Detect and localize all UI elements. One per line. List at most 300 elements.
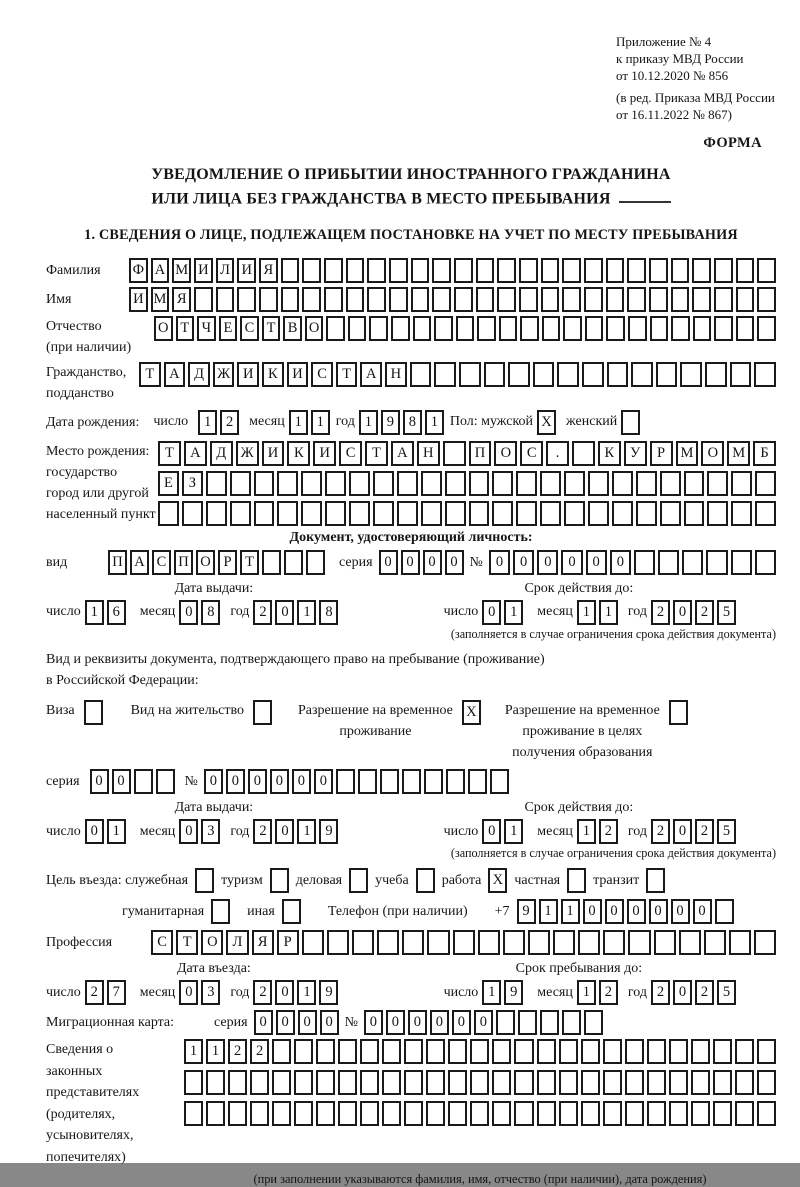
cell[interactable] bbox=[301, 471, 322, 496]
cell[interactable] bbox=[520, 316, 539, 341]
cell[interactable] bbox=[684, 501, 705, 526]
cell[interactable]: X bbox=[488, 868, 507, 893]
cell[interactable] bbox=[634, 550, 655, 575]
cell[interactable]: 0 bbox=[605, 899, 624, 924]
cell[interactable] bbox=[250, 1101, 269, 1126]
cell[interactable]: 0 bbox=[423, 550, 442, 575]
cell[interactable] bbox=[516, 471, 537, 496]
cell[interactable]: А bbox=[391, 441, 414, 466]
cell[interactable]: 0 bbox=[85, 819, 104, 844]
cell[interactable]: К bbox=[598, 441, 621, 466]
cell[interactable] bbox=[669, 700, 688, 725]
cell[interactable]: Ф bbox=[129, 258, 148, 283]
cell[interactable] bbox=[603, 930, 625, 955]
cell[interactable]: Б bbox=[753, 441, 776, 466]
cell[interactable] bbox=[380, 769, 399, 794]
cell[interactable] bbox=[557, 362, 579, 387]
cell[interactable]: 1 bbox=[599, 600, 618, 625]
cell[interactable] bbox=[713, 1101, 732, 1126]
cell[interactable]: 0 bbox=[561, 550, 582, 575]
cell[interactable]: С bbox=[240, 316, 259, 341]
cell[interactable] bbox=[349, 868, 368, 893]
cell[interactable] bbox=[581, 1101, 600, 1126]
cell[interactable]: 1 bbox=[577, 980, 596, 1005]
cell[interactable] bbox=[656, 362, 678, 387]
cell[interactable] bbox=[755, 550, 776, 575]
cell[interactable] bbox=[562, 287, 581, 312]
cell[interactable]: 0 bbox=[314, 769, 333, 794]
cell[interactable]: О bbox=[196, 550, 215, 575]
cell[interactable]: 3 bbox=[201, 819, 220, 844]
cell[interactable] bbox=[316, 1070, 335, 1095]
cell[interactable] bbox=[468, 769, 487, 794]
cell[interactable]: Т bbox=[158, 441, 181, 466]
cell[interactable] bbox=[671, 258, 690, 283]
cell[interactable] bbox=[693, 316, 712, 341]
cell[interactable] bbox=[206, 1070, 225, 1095]
cell[interactable]: У bbox=[624, 441, 647, 466]
cell[interactable] bbox=[316, 1039, 335, 1064]
cell[interactable]: 0 bbox=[474, 1010, 493, 1035]
cell[interactable]: 1 bbox=[289, 410, 308, 435]
cell[interactable] bbox=[713, 1039, 732, 1064]
cell[interactable] bbox=[497, 258, 516, 283]
cell[interactable]: 0 bbox=[90, 769, 109, 794]
cell[interactable] bbox=[607, 362, 629, 387]
cell[interactable] bbox=[754, 362, 776, 387]
cell[interactable] bbox=[349, 471, 370, 496]
cell[interactable] bbox=[704, 930, 726, 955]
cell[interactable] bbox=[206, 1101, 225, 1126]
cell[interactable] bbox=[628, 316, 647, 341]
cell[interactable] bbox=[426, 1039, 445, 1064]
cell[interactable]: 0 bbox=[445, 550, 464, 575]
cell[interactable] bbox=[731, 501, 752, 526]
cell[interactable] bbox=[389, 258, 408, 283]
cell[interactable] bbox=[272, 1101, 291, 1126]
cell[interactable] bbox=[707, 471, 728, 496]
cell[interactable] bbox=[424, 769, 443, 794]
cell[interactable] bbox=[470, 1070, 489, 1095]
cell[interactable]: 0 bbox=[673, 819, 692, 844]
cell[interactable] bbox=[706, 550, 727, 575]
cell[interactable] bbox=[262, 550, 281, 575]
cell[interactable] bbox=[367, 287, 386, 312]
cell[interactable] bbox=[514, 1070, 533, 1095]
cell[interactable] bbox=[469, 501, 490, 526]
cell[interactable]: И bbox=[287, 362, 309, 387]
cell[interactable] bbox=[581, 1039, 600, 1064]
cell[interactable] bbox=[301, 501, 322, 526]
cell[interactable] bbox=[448, 1070, 467, 1095]
cell[interactable]: 0 bbox=[386, 1010, 405, 1035]
cell[interactable] bbox=[559, 1101, 578, 1126]
cell[interactable] bbox=[426, 1101, 445, 1126]
cell[interactable] bbox=[757, 1101, 776, 1126]
cell[interactable] bbox=[537, 1101, 556, 1126]
cell[interactable]: 2 bbox=[220, 410, 239, 435]
cell[interactable] bbox=[691, 1039, 710, 1064]
cell[interactable] bbox=[757, 1039, 776, 1064]
cell[interactable]: 1 bbox=[198, 410, 217, 435]
cell[interactable]: 2 bbox=[599, 819, 618, 844]
cell[interactable]: 0 bbox=[320, 1010, 339, 1035]
cell[interactable] bbox=[427, 930, 449, 955]
cell[interactable]: К bbox=[262, 362, 284, 387]
cell[interactable] bbox=[272, 1039, 291, 1064]
cell[interactable]: 2 bbox=[651, 819, 670, 844]
cell[interactable]: 0 bbox=[693, 899, 712, 924]
cell[interactable] bbox=[228, 1101, 247, 1126]
cell[interactable]: Е bbox=[219, 316, 238, 341]
cell[interactable] bbox=[195, 868, 214, 893]
cell[interactable] bbox=[499, 316, 518, 341]
cell[interactable]: 0 bbox=[430, 1010, 449, 1035]
cell[interactable]: М bbox=[727, 441, 750, 466]
cell[interactable] bbox=[158, 501, 179, 526]
cell[interactable] bbox=[735, 1101, 754, 1126]
cell[interactable] bbox=[402, 769, 421, 794]
cell[interactable] bbox=[434, 362, 456, 387]
cell[interactable] bbox=[459, 362, 481, 387]
cell[interactable]: П bbox=[469, 441, 492, 466]
cell[interactable] bbox=[421, 501, 442, 526]
cell[interactable] bbox=[519, 258, 538, 283]
cell[interactable]: 0 bbox=[586, 550, 607, 575]
cell[interactable] bbox=[603, 1101, 622, 1126]
cell[interactable] bbox=[647, 1070, 666, 1095]
cell[interactable] bbox=[730, 362, 752, 387]
cell[interactable]: 2 bbox=[695, 980, 714, 1005]
cell[interactable] bbox=[134, 769, 153, 794]
cell[interactable]: Ж bbox=[236, 441, 259, 466]
cell[interactable] bbox=[325, 471, 346, 496]
cell[interactable] bbox=[478, 930, 500, 955]
cell[interactable]: И bbox=[237, 362, 259, 387]
cell[interactable] bbox=[514, 1039, 533, 1064]
cell[interactable] bbox=[411, 287, 430, 312]
cell[interactable] bbox=[206, 501, 227, 526]
cell[interactable] bbox=[277, 501, 298, 526]
cell[interactable] bbox=[492, 1070, 511, 1095]
cell[interactable] bbox=[470, 1039, 489, 1064]
cell[interactable]: И bbox=[313, 441, 336, 466]
cell[interactable] bbox=[757, 1070, 776, 1095]
cell[interactable] bbox=[650, 316, 669, 341]
cell[interactable] bbox=[324, 258, 343, 283]
cell[interactable]: С bbox=[151, 930, 173, 955]
cell[interactable]: С bbox=[339, 441, 362, 466]
cell[interactable] bbox=[230, 471, 251, 496]
cell[interactable]: 1 bbox=[577, 600, 596, 625]
cell[interactable] bbox=[578, 930, 600, 955]
cell[interactable] bbox=[416, 868, 435, 893]
cell[interactable]: 0 bbox=[112, 769, 131, 794]
cell[interactable] bbox=[754, 930, 776, 955]
cell[interactable]: М bbox=[676, 441, 699, 466]
cell[interactable] bbox=[281, 258, 300, 283]
cell[interactable] bbox=[735, 1070, 754, 1095]
cell[interactable] bbox=[237, 287, 256, 312]
cell[interactable]: 1 bbox=[425, 410, 444, 435]
cell[interactable]: 9 bbox=[319, 819, 338, 844]
cell[interactable]: 3 bbox=[201, 980, 220, 1005]
cell[interactable] bbox=[636, 471, 657, 496]
cell[interactable] bbox=[627, 287, 646, 312]
cell[interactable]: Ж bbox=[213, 362, 235, 387]
cell[interactable] bbox=[584, 287, 603, 312]
cell[interactable]: 1 bbox=[184, 1039, 203, 1064]
cell[interactable] bbox=[492, 501, 513, 526]
cell[interactable] bbox=[729, 930, 751, 955]
cell[interactable] bbox=[660, 471, 681, 496]
cell[interactable] bbox=[476, 287, 495, 312]
cell[interactable]: 1 bbox=[561, 899, 580, 924]
cell[interactable] bbox=[410, 362, 432, 387]
cell[interactable] bbox=[518, 1010, 537, 1035]
cell[interactable] bbox=[707, 501, 728, 526]
cell[interactable]: О bbox=[494, 441, 517, 466]
cell[interactable] bbox=[628, 930, 650, 955]
cell[interactable] bbox=[492, 471, 513, 496]
cell[interactable] bbox=[519, 287, 538, 312]
cell[interactable] bbox=[327, 930, 349, 955]
cell[interactable] bbox=[211, 899, 230, 924]
cell[interactable]: 2 bbox=[695, 819, 714, 844]
cell[interactable] bbox=[516, 501, 537, 526]
cell[interactable]: 6 bbox=[107, 600, 126, 625]
cell[interactable]: П bbox=[108, 550, 127, 575]
cell[interactable] bbox=[542, 316, 561, 341]
cell[interactable] bbox=[654, 930, 676, 955]
cell[interactable]: 0 bbox=[489, 550, 510, 575]
cell[interactable] bbox=[492, 1039, 511, 1064]
cell[interactable] bbox=[533, 362, 555, 387]
cell[interactable] bbox=[349, 501, 370, 526]
cell[interactable] bbox=[454, 258, 473, 283]
cell[interactable]: 0 bbox=[452, 1010, 471, 1035]
cell[interactable] bbox=[184, 1101, 203, 1126]
cell[interactable] bbox=[757, 287, 776, 312]
cell[interactable]: И bbox=[262, 441, 285, 466]
cell[interactable] bbox=[540, 471, 561, 496]
cell[interactable] bbox=[302, 258, 321, 283]
cell[interactable]: 8 bbox=[201, 600, 220, 625]
cell[interactable]: Р bbox=[277, 930, 299, 955]
cell[interactable]: 9 bbox=[381, 410, 400, 435]
cell[interactable] bbox=[325, 501, 346, 526]
cell[interactable]: 0 bbox=[627, 899, 646, 924]
cell[interactable] bbox=[679, 930, 701, 955]
cell[interactable]: 0 bbox=[270, 769, 289, 794]
cell[interactable]: И bbox=[237, 258, 256, 283]
cell[interactable] bbox=[270, 868, 289, 893]
cell[interactable]: 0 bbox=[179, 600, 198, 625]
cell[interactable]: Т bbox=[336, 362, 358, 387]
cell[interactable]: 2 bbox=[253, 819, 272, 844]
cell[interactable] bbox=[713, 1070, 732, 1095]
cell[interactable] bbox=[669, 1070, 688, 1095]
cell[interactable] bbox=[404, 1070, 423, 1095]
cell[interactable]: 0 bbox=[248, 769, 267, 794]
cell[interactable]: 0 bbox=[673, 600, 692, 625]
cell[interactable]: 1 bbox=[577, 819, 596, 844]
cell[interactable]: И bbox=[194, 258, 213, 283]
cell[interactable] bbox=[284, 550, 303, 575]
cell[interactable] bbox=[564, 471, 585, 496]
cell[interactable]: 1 bbox=[482, 980, 501, 1005]
cell[interactable] bbox=[382, 1070, 401, 1095]
cell[interactable] bbox=[294, 1101, 313, 1126]
cell[interactable] bbox=[360, 1039, 379, 1064]
cell[interactable] bbox=[282, 899, 301, 924]
cell[interactable] bbox=[360, 1101, 379, 1126]
cell[interactable] bbox=[156, 769, 175, 794]
cell[interactable] bbox=[373, 471, 394, 496]
cell[interactable] bbox=[346, 258, 365, 283]
cell[interactable]: 1 bbox=[311, 410, 330, 435]
cell[interactable] bbox=[705, 362, 727, 387]
cell[interactable] bbox=[391, 316, 410, 341]
cell[interactable] bbox=[456, 316, 475, 341]
cell[interactable] bbox=[567, 868, 586, 893]
cell[interactable] bbox=[397, 471, 418, 496]
cell[interactable]: 2 bbox=[695, 600, 714, 625]
cell[interactable] bbox=[84, 700, 103, 725]
cell[interactable] bbox=[715, 899, 734, 924]
cell[interactable]: А bbox=[151, 258, 170, 283]
cell[interactable]: 0 bbox=[275, 819, 294, 844]
cell[interactable] bbox=[528, 930, 550, 955]
cell[interactable] bbox=[537, 1070, 556, 1095]
cell[interactable]: 0 bbox=[671, 899, 690, 924]
cell[interactable] bbox=[230, 501, 251, 526]
cell[interactable] bbox=[182, 501, 203, 526]
cell[interactable] bbox=[369, 316, 388, 341]
cell[interactable] bbox=[714, 258, 733, 283]
cell[interactable]: Л bbox=[226, 930, 248, 955]
cell[interactable]: Р bbox=[650, 441, 673, 466]
cell[interactable] bbox=[194, 287, 213, 312]
cell[interactable] bbox=[453, 930, 475, 955]
cell[interactable]: 0 bbox=[649, 899, 668, 924]
cell[interactable]: 0 bbox=[583, 899, 602, 924]
cell[interactable] bbox=[421, 471, 442, 496]
cell[interactable]: Р bbox=[218, 550, 237, 575]
cell[interactable] bbox=[443, 441, 466, 466]
cell[interactable] bbox=[352, 930, 374, 955]
cell[interactable] bbox=[647, 1101, 666, 1126]
cell[interactable]: 9 bbox=[319, 980, 338, 1005]
cell[interactable] bbox=[646, 868, 665, 893]
cell[interactable]: 0 bbox=[513, 550, 534, 575]
cell[interactable] bbox=[411, 258, 430, 283]
cell[interactable] bbox=[338, 1101, 357, 1126]
cell[interactable] bbox=[658, 550, 679, 575]
cell[interactable]: 0 bbox=[179, 819, 198, 844]
cell[interactable] bbox=[277, 471, 298, 496]
cell[interactable]: 1 bbox=[206, 1039, 225, 1064]
cell[interactable]: 0 bbox=[275, 980, 294, 1005]
cell[interactable] bbox=[541, 258, 560, 283]
cell[interactable]: Т bbox=[139, 362, 161, 387]
cell[interactable] bbox=[582, 362, 604, 387]
cell[interactable] bbox=[692, 287, 711, 312]
cell[interactable]: 0 bbox=[537, 550, 558, 575]
cell[interactable]: З bbox=[182, 471, 203, 496]
cell[interactable]: 9 bbox=[517, 899, 536, 924]
cell[interactable] bbox=[432, 287, 451, 312]
cell[interactable] bbox=[397, 501, 418, 526]
cell[interactable]: 0 bbox=[364, 1010, 383, 1035]
cell[interactable]: Т bbox=[176, 316, 195, 341]
cell[interactable] bbox=[497, 287, 516, 312]
cell[interactable] bbox=[669, 1101, 688, 1126]
cell[interactable] bbox=[326, 316, 345, 341]
cell[interactable]: 0 bbox=[482, 819, 501, 844]
cell[interactable] bbox=[625, 1039, 644, 1064]
cell[interactable] bbox=[469, 471, 490, 496]
cell[interactable] bbox=[503, 930, 525, 955]
cell[interactable] bbox=[294, 1039, 313, 1064]
cell[interactable]: 0 bbox=[408, 1010, 427, 1035]
cell[interactable]: Н bbox=[385, 362, 407, 387]
cell[interactable] bbox=[477, 316, 496, 341]
cell[interactable] bbox=[562, 1010, 581, 1035]
cell[interactable] bbox=[446, 769, 465, 794]
cell[interactable]: 2 bbox=[599, 980, 618, 1005]
cell[interactable]: С bbox=[520, 441, 543, 466]
cell[interactable] bbox=[382, 1101, 401, 1126]
cell[interactable] bbox=[445, 471, 466, 496]
cell[interactable] bbox=[682, 550, 703, 575]
cell[interactable] bbox=[496, 1010, 515, 1035]
cell[interactable] bbox=[660, 501, 681, 526]
cell[interactable]: С bbox=[311, 362, 333, 387]
cell[interactable]: 1 bbox=[297, 600, 316, 625]
cell[interactable] bbox=[404, 1101, 423, 1126]
cell[interactable] bbox=[316, 1101, 335, 1126]
cell[interactable]: К bbox=[287, 441, 310, 466]
cell[interactable]: Т bbox=[262, 316, 281, 341]
cell[interactable] bbox=[612, 501, 633, 526]
cell[interactable]: 1 bbox=[504, 819, 523, 844]
cell[interactable] bbox=[434, 316, 453, 341]
cell[interactable] bbox=[432, 258, 451, 283]
cell[interactable]: 0 bbox=[610, 550, 631, 575]
cell[interactable] bbox=[625, 1070, 644, 1095]
cell[interactable] bbox=[216, 287, 235, 312]
cell[interactable] bbox=[360, 1070, 379, 1095]
cell[interactable] bbox=[445, 501, 466, 526]
cell[interactable]: 2 bbox=[651, 600, 670, 625]
cell[interactable] bbox=[559, 1039, 578, 1064]
cell[interactable]: 1 bbox=[297, 980, 316, 1005]
cell[interactable]: . bbox=[546, 441, 569, 466]
cell[interactable] bbox=[757, 316, 776, 341]
cell[interactable] bbox=[250, 1070, 269, 1095]
cell[interactable]: Т bbox=[176, 930, 198, 955]
cell[interactable]: А bbox=[164, 362, 186, 387]
cell[interactable] bbox=[306, 550, 325, 575]
cell[interactable] bbox=[736, 316, 755, 341]
cell[interactable]: О bbox=[201, 930, 223, 955]
cell[interactable] bbox=[253, 700, 272, 725]
cell[interactable] bbox=[259, 287, 278, 312]
cell[interactable]: X bbox=[537, 410, 556, 435]
cell[interactable] bbox=[572, 441, 595, 466]
cell[interactable]: С bbox=[152, 550, 171, 575]
